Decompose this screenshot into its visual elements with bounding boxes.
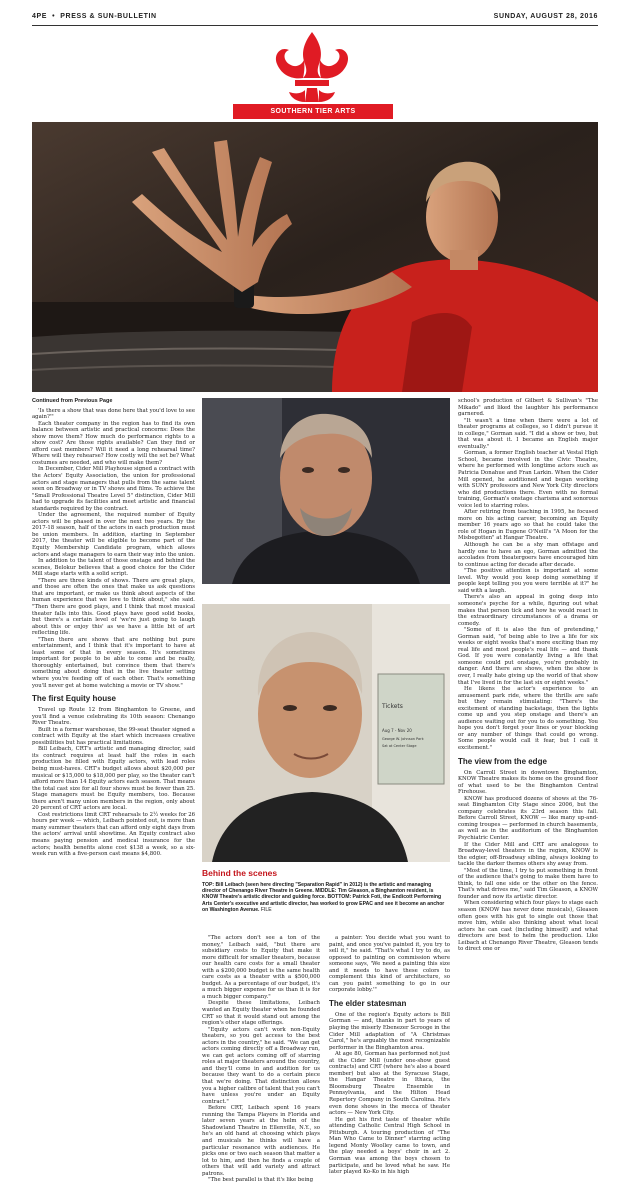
- article-column-2: [202, 935, 320, 1190]
- paragraph: Each theater company in the region has to find its own balance between artistic and practical concerns: Does the show move them? How much do performance rights to a show cost? Are those rights available? Can they find or afford cast members? Will it need a long rehearsal time? Where will they rehearse? How costly will the set be? What costumes are needed, and who will make them?: [32, 420, 195, 466]
- paragraph: Before CRT, Leibach spent 16 years running the Tampa Players in Florida and later seven years at the helm of the Shadowland Theatre in Ellenville, N.Y., so he's an old hand at choosing which plays and musicals he thinks will have a particular resonance with audiences. He picks one or two each season that matter a lot to him, and then he finds a couple of others that will add variety and attract patrons.: [202, 1105, 320, 1177]
- paragraph: Gorman, a former English teacher at Vestal High School, became involved in the Civic Theatre, where he performed with longtime actors such as Patricia Donahue and Fran Larkin. When the Cider Mill opened, he auditioned and began working with SUNY professors and New York City directors who did productions there. Even with no formal training, Gorman's onstage charisma and sonorous voice led to starring roles.: [458, 450, 598, 509]
- paragraph: Cost restrictions limit CRT rehearsals to 2½ weeks for 26 hours per week — which, Leibach pointed out, is more than many summer theaters that can afford only eight days from the actors' arrival until showtime. An Equity contract also means paying pension and medical insurance for the actors; health benefits alone cost $138 a week, so a six-week run with a five-person cast means $4,800.: [32, 811, 195, 858]
- paragraph: "The positive attention is important at some level. Why would you keep doing something if people kept telling you you were terrible at it?" he said with a laugh.: [458, 568, 598, 594]
- poster-line-1: Tickets: [382, 703, 403, 710]
- paragraph: There's also an appeal in going deep into someone's psyche for a while, figuring out what makes that person tick and how he would react in the extraordinary circumstances of a drama or comedy.: [458, 594, 598, 627]
- lead-photo-illustration: [32, 122, 598, 392]
- paragraph: If the Cider Mill and CRT are analogous to Broadway-level theaters in the region, KNOW is the edgier, off-Broadway sibling, always looking to tackle the darker themes others shy away from.: [458, 841, 598, 868]
- paragraph: "There are three kinds of shows. There are great plays, and those are often the ones that make us ask questions that are important, or make us think about aspects of the human experience that we love to think about," she said. "Then there are good plays, and I think that most musical theater falls into this. Good plays have good solid books, but there's a certain level of 'we're just going to laugh about this or enjoy this' as we have a little bit of art reflecting life.: [32, 577, 195, 637]
- paragraph: After retiring from teaching in 1995, he focused more on his acting career, becoming an Equity member 16 years ago so that he could take the role of Hogan in Eugene O'Neill's "A Moon for the Misbegotten" at Hangar Theatre.: [458, 509, 598, 542]
- paragraph: Under the agreement, the required number of Equity actors will be phased in over the next two years. By the 2017-18 season, half of the actors in each production must be union members. In addition, starting in September 2017, the theater will be eligible to become part of the Equity Membership Candidate program, which allows actors and stage managers to earn their way into the union.: [32, 512, 195, 558]
- paragraph: He got his first taste of theater while attending Catholic Central High School in Pittsburgh. A touring production of "The Man Who Came to Dinner" starring acting legend Monty Woolley came to town, and the play needed a boys' choir in act 2. Gorman was among the boys chosen to participate, and he loved what he saw. He later played Ko-Ko in his high: [329, 1116, 450, 1176]
- article-column-1: [32, 398, 195, 1190]
- paragraph: At age 80, Gorman has performed not just at the Cider Mill (under one-show guest contracts) and CRT (where he's also a board member) but also at the Syracuse Stage, the Hangar Theatre in Ithaca, the Bloomsburg Theatre Ensemble in Pennsylvania, and the Hilton Head Repertory Company in South Carolina. He's even done shows in the mecca of theater actors — New York City.: [329, 1051, 450, 1117]
- paragraph: "The actors don't see a ton of the money," Leibach said, "but there are subsidiary costs to Equity that make it more difficult for smaller theaters, because our health care costs for a small theater with a $200,000 budget is the same health care costs as a theater with a $500,000 budget. As a percentage of our budget, it's a much bigger expense for us than it is for a much bigger company.": [202, 935, 320, 1000]
- paragraph: a painter: You decide what you want to paint, and once you've painted it, you try to sell it," he said. "That's what I try to do, as opposed to painting on commission where someone says, 'We need a painting this size and it needs to have these colors to complement this kind of architecture, so can you paint something to go in our corporate lobby.'": [329, 935, 450, 994]
- paragraph: Despite these limitations, Leibach wanted an Equity theater when he founded CRT so that it would stand out among the region's other stage offerings.: [202, 1000, 320, 1027]
- poster-line-2: Aug 7 - Nov 20: [382, 728, 412, 733]
- paragraph: He likens the actor's experience to an amusement park ride, where the thrills are safe but they remain stimulating: "There's the excitement of standing backstage, then the lights come up and you step onstage and there's an audience waiting out for you to do something. You hope you don't forget your lines or your blocking or any number of things that could go wrong. Some people would call it fear, but I call it excitement.": [458, 686, 598, 751]
- photo-tim-gleason: [202, 398, 450, 584]
- poster-line-3: George W. Johnson Park: [382, 737, 424, 741]
- paragraph: "The best parallel is that it's like being: [208, 1177, 314, 1184]
- paragraph: Bill Leibach, CRT's artistic and managing director, said its contract requires at least half the roles in each production be filled with Equity actors, with lead roles being must-haves. CRT's budget allows about $20,000 per musical or $15,000 to $18,000 per play, so the theater can't afford more than 14 Equity actors each season. That means the total cast size for all four shows must be fewer than 25. Stage managers must be Equity members, too. Because there aren't many union members in the region, only about 20 percent of CRT actors are local.: [32, 746, 195, 812]
- paragraph: school's production of Gilbert & Sullivan's "The Mikado" and liked the laughter his performance garnered.: [458, 398, 598, 418]
- photo-patrick-foti-illustration: [202, 604, 450, 862]
- subhead-elder-statesman: The elder statesman: [329, 998, 407, 1008]
- photo-caption: [202, 882, 450, 913]
- article-column-3: [329, 935, 450, 1190]
- continued-label: Continued from Previous Page: [32, 398, 113, 404]
- subhead-view-from-edge: The view from the edge: [458, 756, 547, 766]
- paragraph: "Then there are shows that are nothing but pure entertainment, and I think that it's important to have at least some of that in every season. It's sometimes important for people to be able to come and be really, thoroughly entertained, but convince them that there's something about doing that in the live theater setting where you're feeding off of each other. That's something you'll never get at home watching a movie or TV show.": [32, 636, 195, 689]
- paragraph: In December, Cider Mill Playhouse signed a contract with the Actors' Equity Association, the union for professional actors and stage managers that pulls from the same talent seen on Broadway or in TV shows and films. To achieve the "Small Professional Theatre Level 5" distinction, Cider Mill had to upgrade its facilities and meet artistic and financial standards required by the contract.: [32, 466, 195, 512]
- caption-credit: FILE: [260, 906, 272, 913]
- paragraph: When considering which four plays to stage each season (KNOW has never done musicals), Gleason often goes with his gut to single out those that move him, while also thinking about what local actors he can cast (including himself) and what directors are best to helm the production. Like Leibach at Chenango River Theatre, Gleason tends to direct one or: [458, 900, 598, 953]
- paragraph: Although he can be a shy man offstage and hardly one to have an ego, Gorman admitted the accolades from theatergoers have encouraged him to continue acting for decade after decade.: [458, 542, 598, 568]
- publication-name: PRESS & SUN-BULLETIN: [60, 13, 157, 20]
- paragraph: "Some of it is also the fun of pretending," Gorman said, "of being able to live a life for six weeks or eight weeks that's more exciting than my real life and most people's real life — and thank God. If you were constantly living a life that someone could put onstage, you're probably in danger. And there are shows, when the show is over, I really hate giving up the world of that show that I've lived in for the last six or eight weeks.": [458, 627, 598, 686]
- paragraph: Built in a former warehouse, the 99-seat theater signed a contract with Equity at the start which increases creative possibilities but has practical limitations.: [32, 726, 195, 746]
- poster-line-4: Sat at Center Stage: [382, 744, 417, 748]
- photo-tim-gleason-illustration: [202, 398, 450, 584]
- paragraph: One of the region's Equity actors is Bill Gorman — and, thanks in part to years of playing the miserly Ebenezer Scrooge in the Cider Mill adaptation of "A Christmas Carol," he's arguably the most recognizable performer in the Binghamton area.: [329, 1011, 450, 1051]
- paragraph: KNOW has produced dozens of shows at the 76-seat Binghamton City Stage since 2006, but the company celebrates its 23rd season this fall. Before Carroll Street, KNOW — like many up-and-coming troupes — performed in church basements, as well as in the auditorium of the Binghamton Psychiatric Center.: [458, 795, 598, 841]
- paragraph: Travel up Route 12 from Binghamton to Greene, and you'll find a venue celebrating its 10th season: Chenango River Theatre.: [32, 707, 195, 727]
- paragraph: 'Is there a show that was done here that you'd love to see again?'": [32, 407, 195, 421]
- issue-date: SUNDAY, AUGUST 28, 2016: [493, 13, 598, 20]
- caption-heading: Behind the scenes: [202, 868, 278, 878]
- lead-photo-director: [32, 122, 598, 392]
- header-rule: [32, 25, 598, 26]
- page-number: 4PE: [32, 13, 48, 20]
- photo-patrick-foti: [202, 604, 450, 862]
- paragraph: In addition to the talent of those onstage and behind the scenes, Belokur believes that a good choice for the Cider Mill stage starts with a solid script.: [32, 558, 195, 578]
- fleur-de-lis-logo: [263, 30, 361, 106]
- paragraph: "Equity actors can't work non-Equity theaters, so you get access to the best actors in the country," he said. "We can get actors coming directly off a Broadway run, we can get actors coming off of starring roles at major theaters around the country, and they'll come in and audition for us because they want to do a certain piece that we're doing. That distinction allows you a higher calibre of talent that you can't have unless you're under an Equity contract.": [202, 1026, 320, 1105]
- paragraph: On Carroll Street in downtown Binghamton, KNOW Theatre makes its home on the ground floor of what used to be the Binghamton Central Firehouse.: [458, 769, 598, 796]
- page-number-publication: 4PE • PRESS & SUN-BULLETIN: [32, 13, 157, 20]
- paragraph: "It wasn't a time when there were a lot of theater programs at colleges, so I didn't pursue it in college," Gorman said. "I did a show or two, but that was about it. I became an English major eventually.": [458, 417, 598, 450]
- paragraph: "Most of the time, I try to put something in front of the audience that's going to make them have to think, to fall one side or the other on the fence. That's what drives me," said Tim Gleason, a KNOW founder and now its artistic director.: [458, 867, 598, 900]
- section-banner: SOUTHERN TIER ARTS: [233, 104, 393, 119]
- subhead-first-equity-house: The first Equity house: [32, 694, 117, 704]
- article-column-4: [458, 398, 598, 1190]
- caption-lead: TOP: Bill Leibach (seen here directing "Separation Rapid" in 2012) is the artistic and managing director of Chenango River Theatre in Greene. MIDDLE: Tim Gleason, a Binghamton resident, is KNOW Theatre's artistic director and guiding force. BOTTOM: Patrick Foti, the Endicott Performing Arts Center's executive and artistic director, has worked to grow EPAC and see it become an anchor on Washington Avenue.: [202, 882, 445, 913]
